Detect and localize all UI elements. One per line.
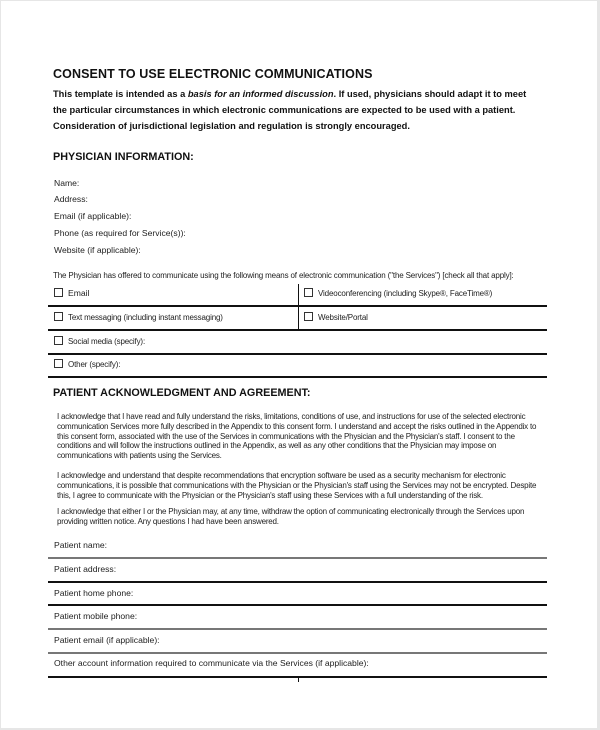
intro-text: . If used, physicians should adapt it to meet [333, 89, 527, 99]
physician-website-field[interactable]: Website (if applicable): [54, 245, 141, 255]
option-label: Social media (specify): [68, 337, 146, 346]
intro-line-1 [53, 89, 526, 99]
divider [48, 628, 547, 630]
patient-mobile-phone-field[interactable]: Patient mobile phone: [54, 611, 138, 621]
patient-ack-heading: PATIENT ACKNOWLEDGMENT AND AGREEMENT: [53, 387, 311, 399]
divider [48, 376, 547, 378]
service-option-email[interactable] [54, 288, 90, 298]
patient-email-field[interactable]: Patient email (if applicable): [54, 635, 160, 645]
service-option-videoconferencing[interactable] [304, 288, 492, 298]
checkbox[interactable] [54, 312, 63, 321]
patient-name-field[interactable]: Patient name: [54, 540, 108, 550]
ack-paragraph-1: I acknowledge that I have read and fully understand the risks, limitations, conditions of use, and instructions for use of the selected electronic communication Services more fully described in the Appendix to this consent form. I understand and accept the risks outlined in the Appendix to this consent form, associated with the use of the Services in communications with the Physician and the Physician's staff. I consent to the conditions and will follow the instructions outlined in the Appendix, as well as any other conditions that the Physician may impose on communications with patients using the Services. [57, 412, 537, 461]
option-label: Email [68, 288, 90, 298]
service-option-text-messaging[interactable] [54, 312, 223, 322]
column-divider [298, 284, 299, 330]
option-label: Other (specify): [68, 360, 121, 369]
patient-home-phone-field[interactable]: Patient home phone: [54, 588, 134, 598]
divider [48, 581, 547, 583]
option-label: Website/Portal [318, 313, 368, 322]
intro-emphasis: basis for an informed discussion [187, 89, 334, 99]
service-option-website-portal[interactable] [304, 312, 368, 322]
document-title: CONSENT TO USE ELECTRONIC COMMUNICATIONS [53, 67, 373, 81]
services-prompt: The Physician has offered to communicate using the following means of electronic communication ("the Services") [check all that apply]: [53, 271, 514, 280]
divider [48, 557, 547, 559]
tick-mark [298, 677, 299, 682]
document-page [1, 1, 597, 728]
service-option-social-media[interactable] [54, 336, 145, 346]
intro-line-3: Consideration of jurisdictional legislation and regulation is strongly encouraged. [53, 121, 410, 131]
intro-line-2: the particular circumstances in which electronic communications are expected to be used with a patient. [53, 105, 516, 115]
checkbox[interactable] [54, 288, 63, 297]
physician-email-field[interactable]: Email (if applicable): [54, 211, 132, 221]
option-label: Videoconferencing (including Skype®, FaceTime®) [318, 289, 493, 298]
checkbox[interactable] [54, 336, 63, 345]
intro-text: This template is intended as a [53, 89, 188, 99]
ack-paragraph-2: I acknowledge and understand that despite recommendations that encryption software be used as a security mechanism for electronic communications, it is possible that communications with the Physician or the Physician's staff using the Services may not be encrypted. Despite this, I agree to communicate with the Physician or the Physician's staff using these Services with a full understanding of the risk. [57, 471, 537, 500]
service-option-other[interactable] [54, 359, 120, 369]
divider [48, 604, 547, 606]
divider [48, 652, 547, 654]
ack-paragraph-3: I acknowledge that either I or the Physician may, at any time, withdraw the option of communicating electronically through the Services upon providing written notice. Any questions I had have been answered. [57, 507, 525, 526]
physician-address-field[interactable]: Address: [54, 194, 88, 204]
physician-name-field[interactable]: Name: [54, 178, 80, 188]
checkbox[interactable] [54, 359, 63, 368]
physician-info-heading: PHYSICIAN INFORMATION: [53, 151, 194, 163]
other-account-info-field[interactable]: Other account information required to communicate via the Services (if applicable): [54, 658, 369, 668]
checkbox[interactable] [304, 288, 313, 297]
patient-address-field[interactable]: Patient address: [54, 564, 117, 574]
checkbox[interactable] [304, 312, 313, 321]
divider [48, 353, 547, 355]
option-label: Text messaging (including instant messaging) [68, 313, 223, 322]
physician-phone-field[interactable]: Phone (as required for Service(s)): [54, 228, 186, 238]
